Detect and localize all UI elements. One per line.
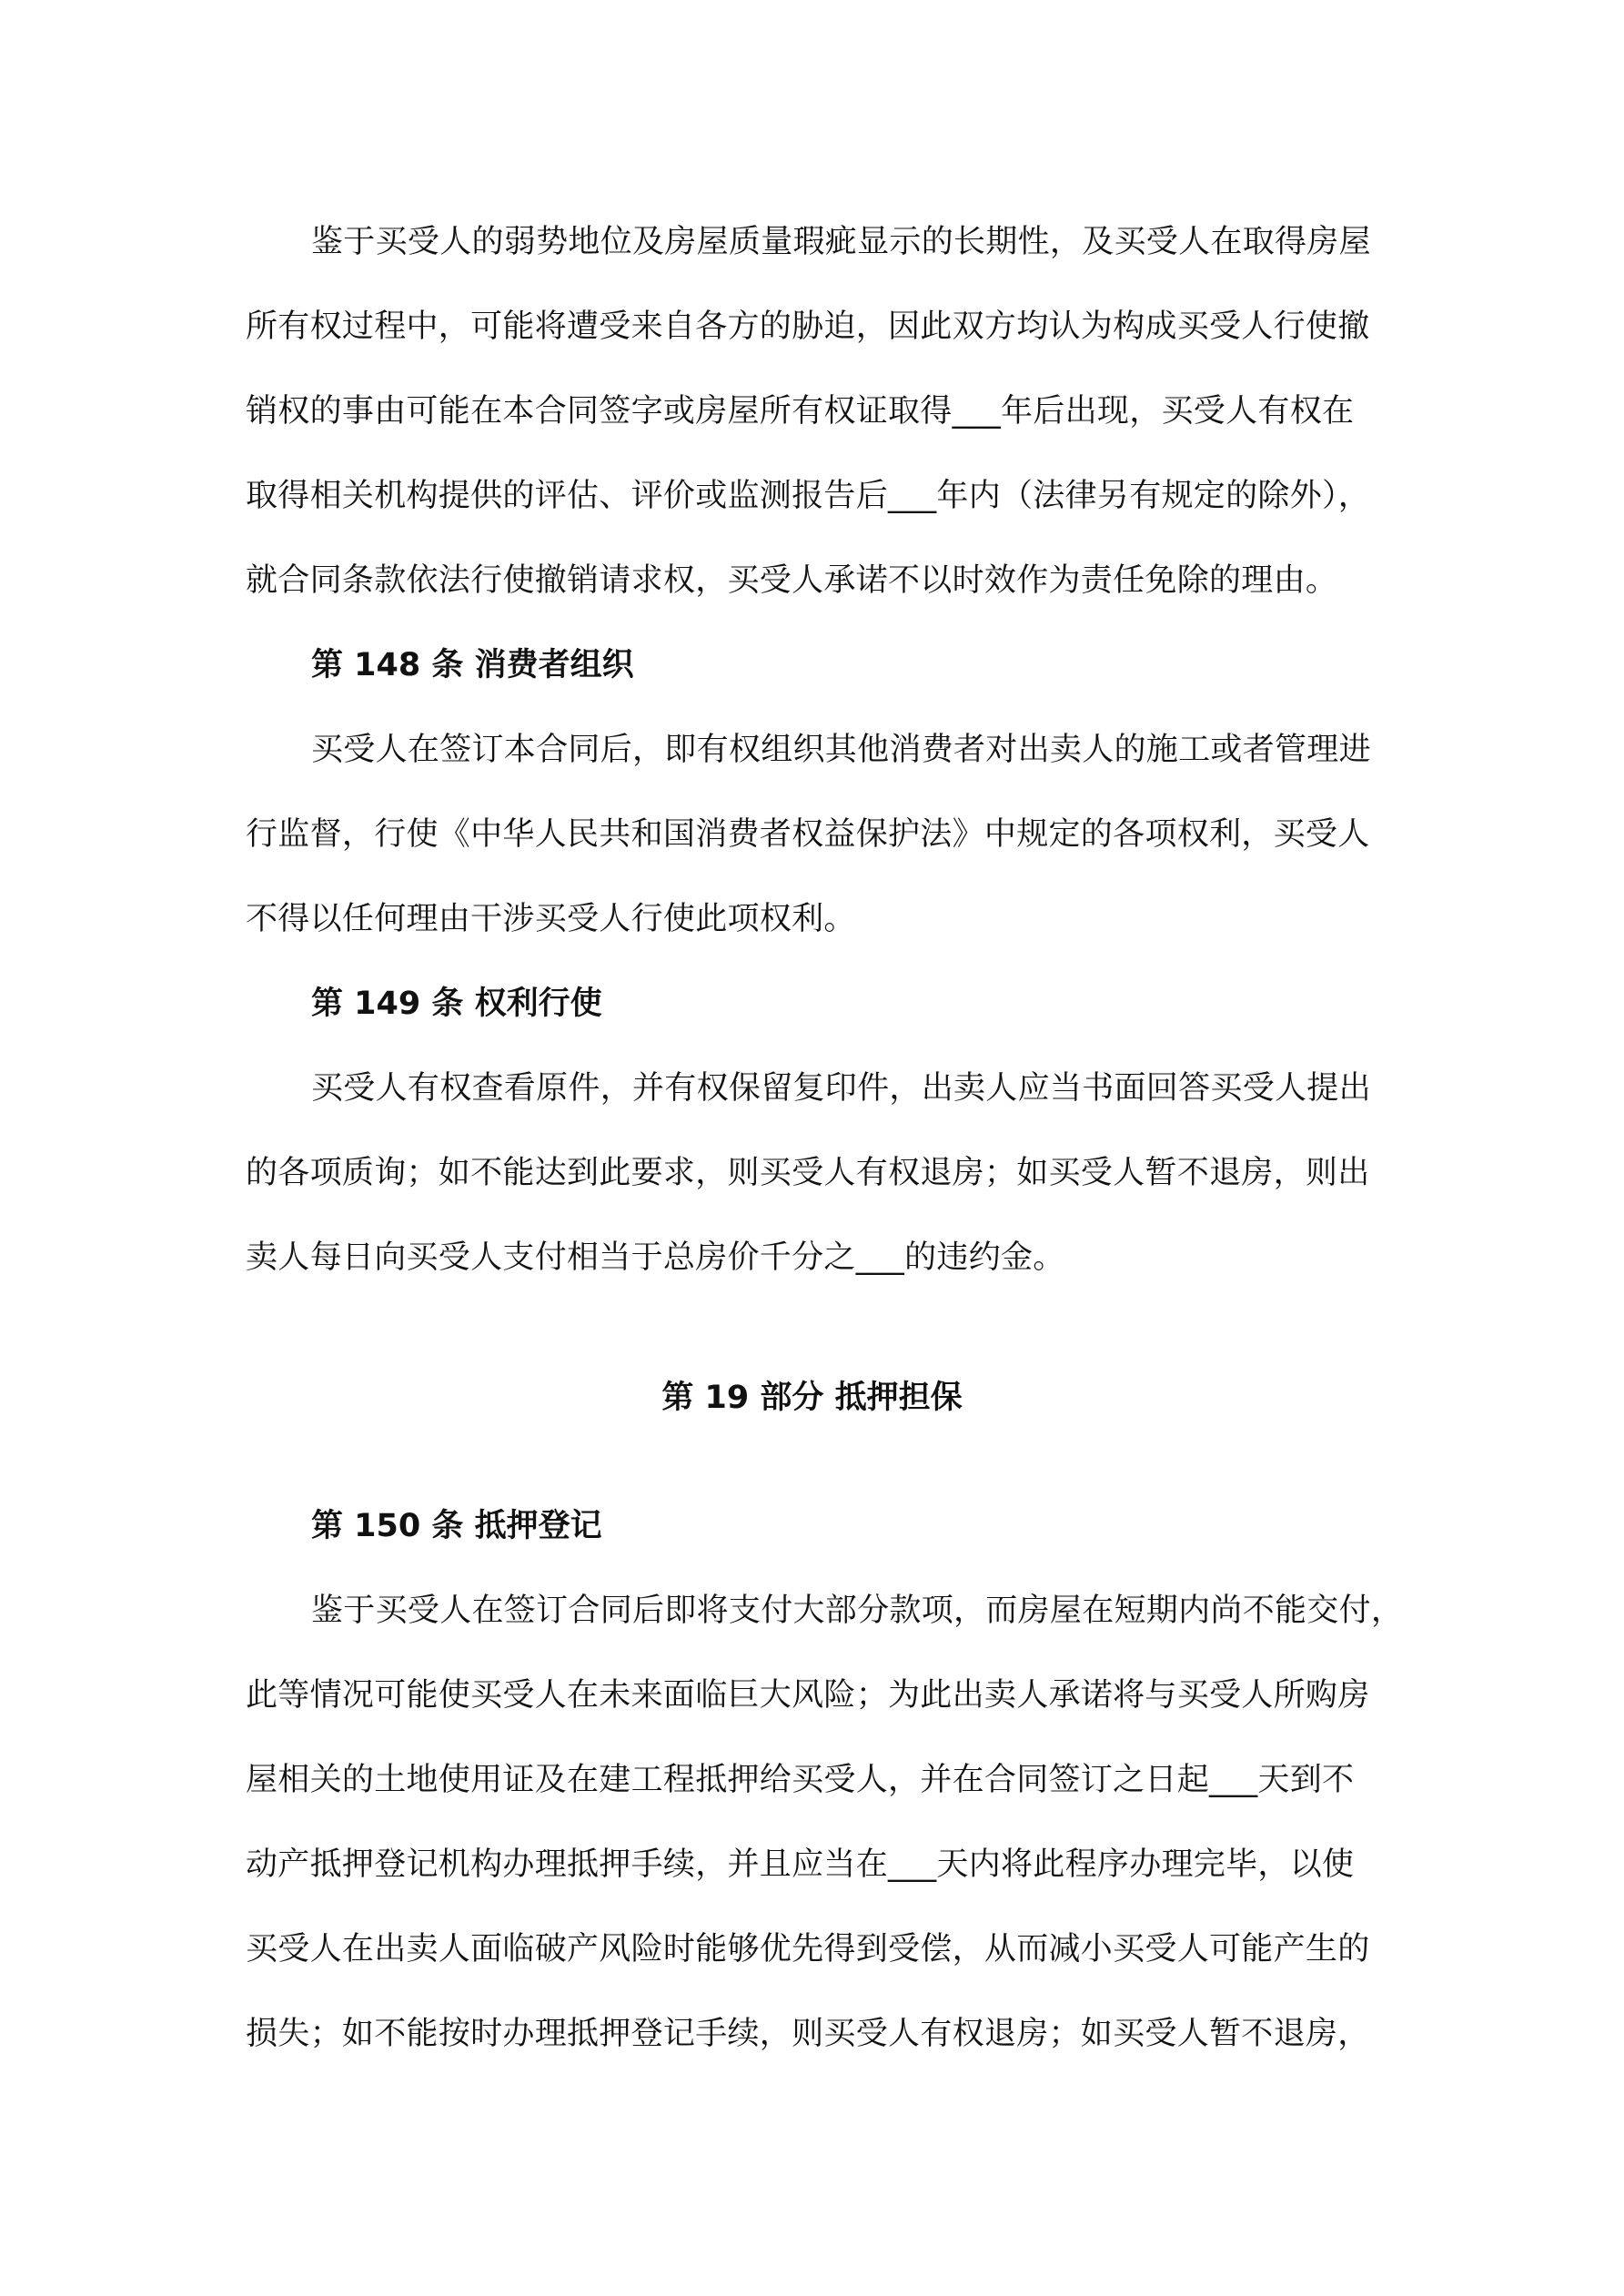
part-19-heading: 第 19 部分 抵押担保 [661,1380,963,1416]
paragraph-1-line-1: 鉴于买受人的弱势地位及房屋质量瑕疵显示的长期性，及买受人在取得房屋 [311,224,1371,260]
paragraph-3-line-1: 买受人有权查看原件，并有权保留复印件，出卖人应当书面回答买受人提出 [311,1070,1371,1107]
paragraph-4-line-2: 此等情况可能使买受人在未来面临巨大风险；为此出卖人承诺将与买受人所购房 [246,1677,1370,1714]
article-150-heading: 第 150 条 抵押登记 [311,1508,602,1544]
paragraph-4-line-6: 损失；如不能按时办理抵押登记手续，则买受人有权退房；如买受人暂不退房， [246,2016,1370,2052]
paragraph-2-line-2: 行监督，行使《中华人民共和国消费者权益保护法》中规定的各项权利，买受人 [246,816,1370,853]
paragraph-2-line-1: 买受人在签订本合同后，即有权组织其他消费者对出卖人的施工或者管理进 [311,732,1371,768]
paragraph-4-line-1: 鉴于买受人在签订合同后即将支付大部分款项，而房屋在短期内尚不能交付， [311,1593,1404,1629]
paragraph-2-line-3: 不得以任何理由干涉买受人行使此项权利。 [246,901,856,937]
paragraph-1-line-5: 就合同条款依法行使撤销请求权，买受人承诺不以时效作为责任免除的理由。 [246,562,1338,599]
paragraph-4-line-4: 动产抵押登记机构办理抵押手续，并且应当在___天内将此程序办理完毕，以使 [246,1846,1355,1883]
paragraph-1-line-3: 销权的事由可能在本合同签字或房屋所有权证取得___年后出现，买受人有权在 [246,393,1355,430]
paragraph-4-line-5: 买受人在出卖人面临破产风险时能够优先得到受偿，从而减小买受人可能产生的 [246,1931,1370,1967]
paragraph-4-line-3: 屋相关的土地使用证及在建工程抵押给买受人，并在合同签订之日起___天到不 [246,1762,1355,1798]
article-148-heading: 第 148 条 消费者组织 [311,647,634,683]
paragraph-3-line-2: 的各项质询；如不能达到此要求，则买受人有权退房；如买受人暂不退房，则出 [246,1155,1370,1191]
paragraph-3-line-3: 卖人每日向买受人支付相当于总房价千分之___的违约金。 [246,1239,1065,1276]
paragraph-1-line-4: 取得相关机构提供的评估、评价或监测报告后___年内（法律另有规定的除外）， [246,478,1371,514]
article-149-heading: 第 149 条 权利行使 [311,986,602,1022]
paragraph-1-line-2: 所有权过程中，可能将遭受来自各方的胁迫，因此双方均认为构成买受人行使撤 [246,308,1370,345]
